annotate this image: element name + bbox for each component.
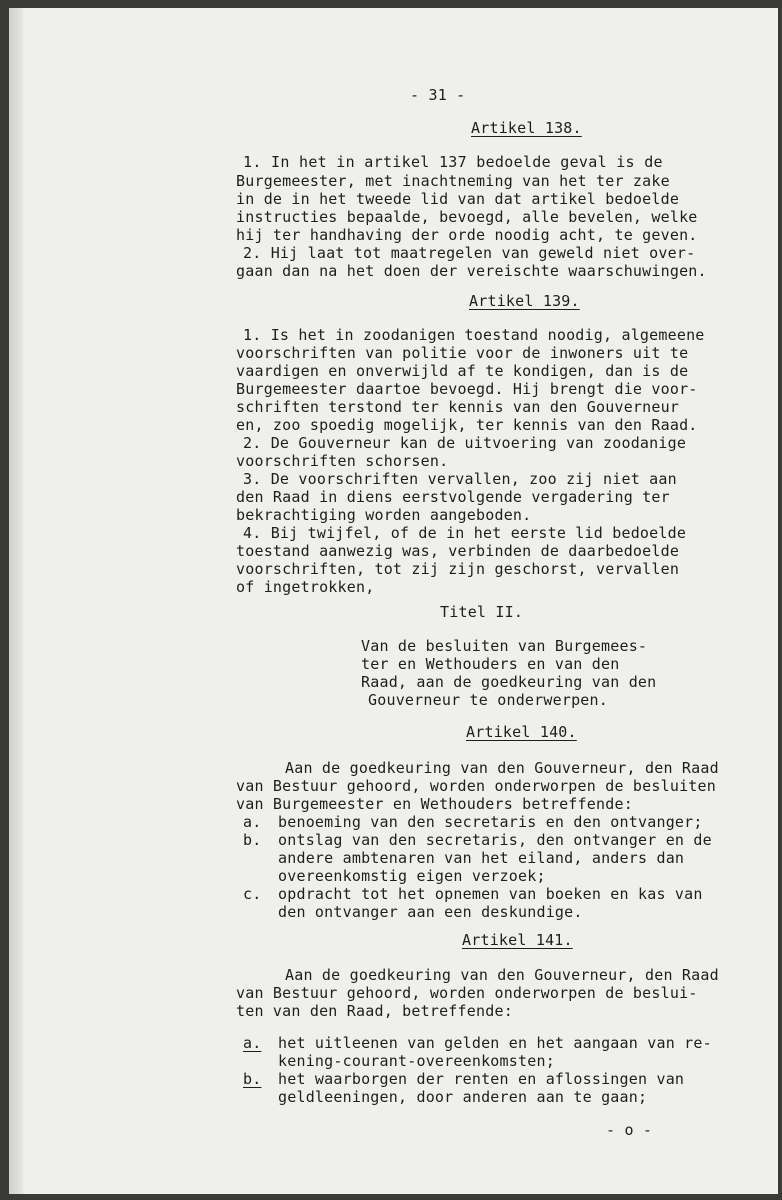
text-line: van Bestuur gehoord, worden onderworpen de besluiten xyxy=(236,777,716,795)
text-line: het waarborgen der renten en aflossingen van xyxy=(278,1070,685,1088)
text-line: gaan dan na het doen der vereischte waarschuwingen. xyxy=(236,262,707,280)
text-line: geldleeningen, door anderen aan te gaan; xyxy=(278,1088,648,1106)
article-heading: Artikel 141. xyxy=(462,931,573,949)
list-marker: b. xyxy=(243,831,262,849)
text-line: 4. Bij twijfel, of de in het eerste lid bedoelde xyxy=(243,524,687,542)
list-marker: b. xyxy=(243,1070,262,1088)
text-line: in de in het tweede lid van dat artikel bedoelde xyxy=(236,190,680,208)
text-line: 2. Hij laat tot maatregelen van geweld niet over- xyxy=(243,244,696,262)
text-line: bekrachtiging worden aangeboden. xyxy=(236,506,532,524)
article-heading: Artikel 138. xyxy=(471,119,582,137)
text-line: 1. In het in artikel 137 bedoelde geval is de xyxy=(243,153,663,171)
list-marker: a. xyxy=(243,813,262,831)
text-line: Aan de goedkeuring van den Gouverneur, den Raad xyxy=(285,759,719,777)
text-line: den ontvanger aan een deskundige. xyxy=(278,903,583,921)
text-line: 3. De voorschriften vervallen, zoo zij niet aan xyxy=(243,470,677,488)
page-footer: - o - xyxy=(606,1121,653,1139)
list-marker: c. xyxy=(243,885,262,903)
text-line: vaardigen en onverwijld af te kondigen, dan is de xyxy=(236,362,689,380)
text-line: van Bestuur gehoord, worden onderworpen de beslui- xyxy=(236,984,698,1002)
text-line: benoeming van den secretaris en den ontvanger; xyxy=(278,813,703,831)
page-number: - 31 - xyxy=(410,86,466,104)
text-line: en, zoo spoedig mogelijk, ter kennis van den Raad. xyxy=(236,416,698,434)
text-line: 1. Is het in zoodanigen toestand noodig, algemeene xyxy=(243,326,705,344)
text-line: ontslag van den secretaris, den ontvanger en de xyxy=(278,831,712,849)
text-line: Aan de goedkeuring van den Gouverneur, den Raad xyxy=(285,966,719,984)
text-line: van Burgemeester en Wethouders betreffende: xyxy=(236,795,633,813)
text-line: schriften terstond ter kennis van den Gouverneur xyxy=(236,398,680,416)
text-line: 2. De Gouverneur kan de uitvoering van zoodanige xyxy=(243,434,687,452)
text-line: ter en Wethouders en van den xyxy=(361,655,620,673)
text-line: voorschriften, tot zij zijn geschorst, vervallen xyxy=(236,560,680,578)
text-line: andere ambtenaren van het eiland, anders dan xyxy=(278,849,685,867)
text-line: den Raad in diens eerstvolgende vergadering ter xyxy=(236,488,670,506)
text-line: voorschriften schorsen. xyxy=(236,452,449,470)
list-marker: a. xyxy=(243,1034,262,1052)
text-line: Raad, aan de goedkeuring van den xyxy=(361,673,657,691)
text-line: het uitleenen van gelden en het aangaan van re- xyxy=(278,1034,712,1052)
text-line: overeenkomstig eigen verzoek; xyxy=(278,867,546,885)
text-line: opdracht tot het opnemen van boeken en kas van xyxy=(278,885,703,903)
text-line: Burgemeester, met inachtneming van het ter zake xyxy=(236,172,670,190)
text-line: voorschriften van politie voor de inwoners uit te xyxy=(236,344,689,362)
title-heading: Titel II. xyxy=(440,603,524,621)
text-line: Burgemeester daartoe bevoegd. Hij brengt die voor- xyxy=(236,380,698,398)
text-line: ten van den Raad, betreffende: xyxy=(236,1002,513,1020)
text-line: of ingetrokken, xyxy=(236,578,375,596)
article-heading: Artikel 140. xyxy=(466,723,577,741)
text-line: hij ter handhaving der orde noodig acht, te geven. xyxy=(236,226,698,244)
binding-edge xyxy=(9,8,23,1194)
text-line: Van de besluiten van Burgemees- xyxy=(361,637,648,655)
text-line: Gouverneur te onderwerpen. xyxy=(368,691,608,709)
text-line: toestand aanwezig was, verbinden de daarbedoelde xyxy=(236,542,680,560)
article-heading: Artikel 139. xyxy=(469,292,580,310)
text-line: kening-courant-overeenkomsten; xyxy=(278,1052,555,1070)
text-line: instructies bepaalde, bevoegd, alle bevelen, welke xyxy=(236,208,698,226)
